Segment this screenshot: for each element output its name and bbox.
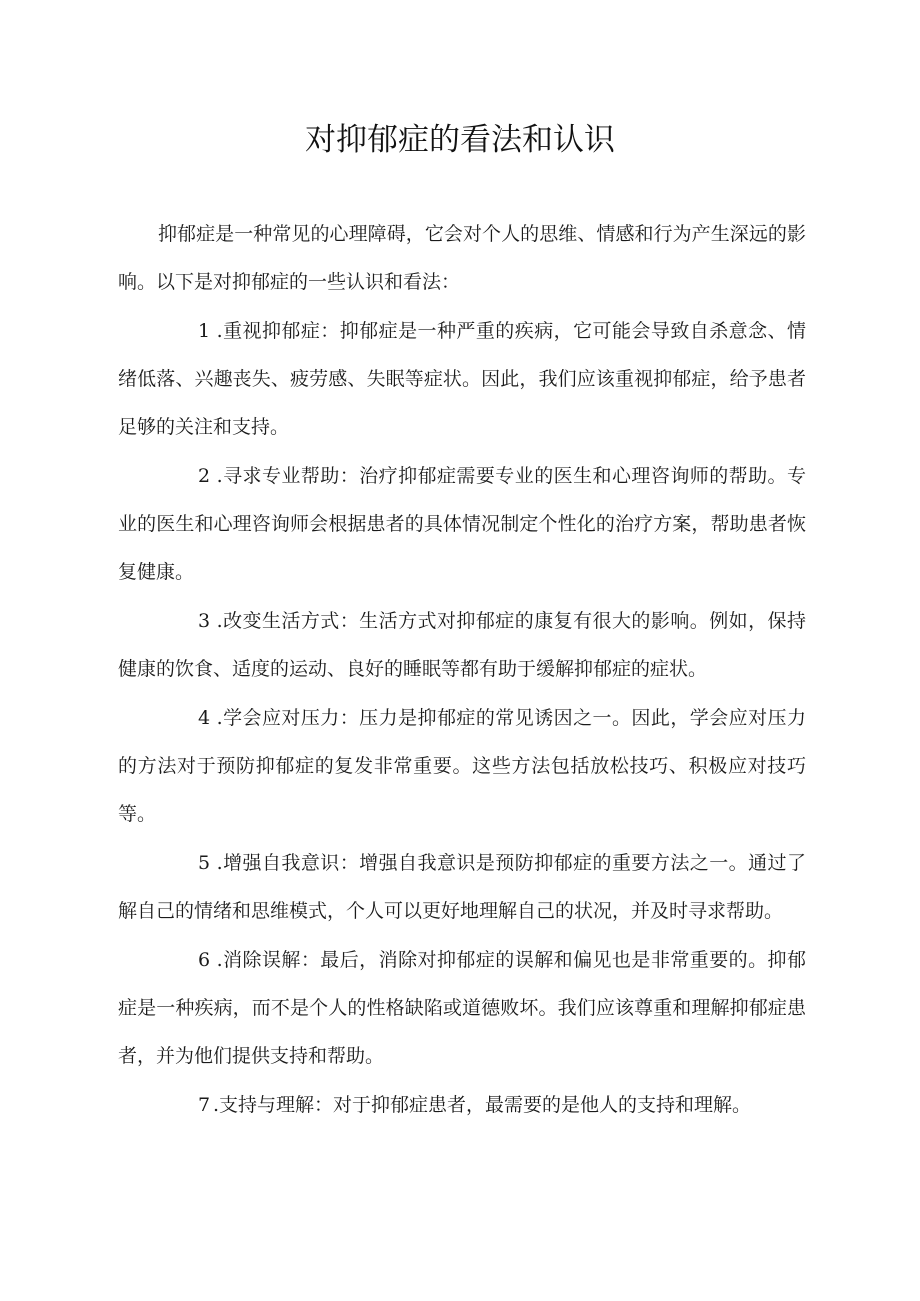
item-text: .增强自我意识：增强自我意识是预防抑郁症的重要方法之一。通过了解自己的情绪和思维模式，个人可以更好地理解自己的状况，并及时寻求帮助。	[118, 852, 806, 922]
list-item	[118, 694, 806, 838]
item-number: 5	[198, 852, 211, 874]
list-item	[118, 1081, 806, 1129]
item-number: 6	[198, 949, 211, 971]
item-number: 2	[198, 465, 211, 487]
item-number: 4	[198, 707, 211, 729]
list-item	[118, 597, 806, 693]
list-item	[118, 839, 806, 935]
item-text: .重视抑郁症：抑郁症是一种严重的疾病，它可能会导致自杀意念、情绪低落、兴趣丧失、疲劳感、失眠等症状。因此，我们应该重视抑郁症，给予患者足够的关注和支持。	[118, 320, 806, 438]
intro-paragraph: 抑郁症是一种常见的心理障碍，它会对个人的思维、情感和行为产生深远的影响。以下是对抑郁症的一些认识和看法：	[118, 223, 806, 293]
item-text: .改变生活方式：生活方式对抑郁症的康复有很大的影响。例如，保持健康的饮食、适度的运动、良好的睡眠等都有助于缓解抑郁症的症状。	[118, 610, 806, 680]
item-text: .消除误解：最后，消除对抑郁症的误解和偏见也是非常重要的。抑郁症是一种疾病，而不是个人的性格缺陷或道德败坏。我们应该尊重和理解抑郁症患者，并为他们提供支持和帮助。	[118, 949, 806, 1067]
item-text: .寻求专业帮助：治疗抑郁症需要专业的医生和心理咨询师的帮助。专业的医生和心理咨询师会根据患者的具体情况制定个性化的治疗方案，帮助患者恢复健康。	[118, 465, 806, 583]
item-text: .支持与理解：对于抑郁症患者，最需要的是他人的支持和理解。	[213, 1094, 752, 1116]
item-text: .学会应对压力：压力是抑郁症的常见诱因之一。因此，学会应对压力的方法对于预防抑郁症的复发非常重要。这些方法包括放松技巧、积极应对技巧等。	[118, 707, 806, 825]
document-title: 对抑郁症的看法和认识	[305, 122, 615, 158]
list-item	[118, 452, 806, 596]
item-number: 3	[198, 610, 211, 632]
list-item	[118, 936, 806, 1080]
list-item	[118, 307, 806, 451]
item-number: 7	[198, 1094, 211, 1116]
item-number: 1	[198, 320, 211, 342]
